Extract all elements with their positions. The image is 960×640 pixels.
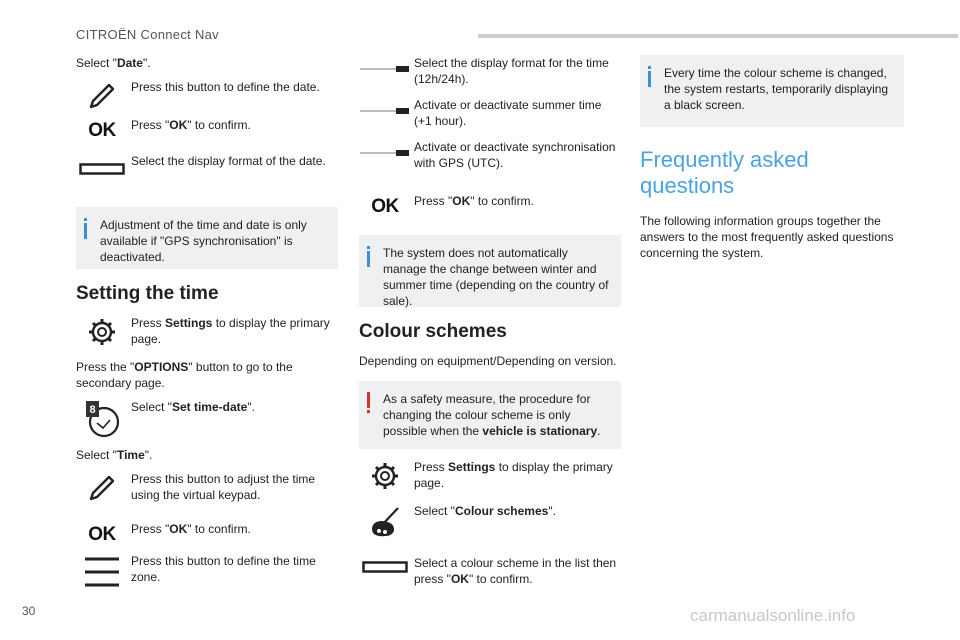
faq-intro: The following information groups together the answers to the most frequently asked questions concerning the system. xyxy=(640,214,894,260)
setting-time-heading: Setting the time xyxy=(76,283,219,304)
colour-schemes-heading: Colour schemes xyxy=(359,321,507,342)
slider-icon xyxy=(359,147,411,159)
time-format-text: Select the display format for the time (12h/24h). xyxy=(414,56,609,86)
column-1 xyxy=(76,55,338,593)
pencil-icon xyxy=(76,473,128,503)
column-3 xyxy=(640,55,904,261)
set-time-date-text: Select "Set time-date". xyxy=(131,400,255,414)
pencil-icon xyxy=(76,81,128,111)
warning-icon xyxy=(367,392,370,408)
faq-heading: Frequently asked questions xyxy=(640,147,809,198)
ok-confirm-text-3: Press "OK" to confirm. xyxy=(414,194,534,208)
time-format-row xyxy=(359,55,621,97)
colour-schemes-row xyxy=(359,503,621,555)
ok-row-1 xyxy=(76,117,338,153)
ok-row-2 xyxy=(76,521,338,553)
settings-row-2 xyxy=(359,459,621,503)
adjust-time-text: Press this button to adjust the time using the virtual keypad. xyxy=(131,472,316,502)
options-text: Press the "OPTIONS" button to go to the secondary page. xyxy=(76,360,293,390)
winter-summer-note: The system does not automatically manage the change between winter and summer time (depending on the country of sale). xyxy=(359,235,621,307)
safety-warning: As a safety measure, the procedure for changing the colour scheme is only possible when the vehicle is stationary. xyxy=(359,381,621,449)
adjust-time-row xyxy=(76,471,338,521)
time-zone-row xyxy=(76,553,338,593)
settings-row xyxy=(76,315,338,359)
colour-schemes-text: Select "Colour schemes". xyxy=(414,504,556,518)
gear-icon xyxy=(76,317,128,347)
palette-icon xyxy=(359,505,411,539)
format-date-text: Select the display format of the date. xyxy=(131,154,326,168)
settings-text-2: Press Settings to display the primary page. xyxy=(414,460,613,490)
rectangle-icon xyxy=(76,163,128,175)
ok-icon: OK xyxy=(371,196,399,217)
column-2 xyxy=(359,55,621,595)
gps-sync-text: Activate or deactivate synchronisation with GPS (UTC). xyxy=(414,140,616,170)
rectangle-icon xyxy=(359,561,411,573)
summer-time-text: Activate or deactivate summer time (+1 hour). xyxy=(414,98,602,128)
restart-note: Every time the colour scheme is changed, the system restarts, temporarily displaying a black screen. xyxy=(640,55,904,127)
page-number: 30 xyxy=(22,604,36,618)
badge-number: 8 xyxy=(89,404,96,416)
select-scheme-text: Select a colour scheme in the list then press "OK" to confirm. xyxy=(414,556,617,586)
slider-icon xyxy=(359,63,411,75)
gear-icon xyxy=(359,461,411,491)
define-date-text: Press this button to define the date. xyxy=(131,80,320,94)
time-zone-text: Press this button to define the time zone. xyxy=(131,554,316,584)
info-icon xyxy=(648,66,651,69)
clock-icon xyxy=(76,399,128,439)
ok-row-3 xyxy=(359,193,621,233)
gps-sync-row xyxy=(359,139,621,193)
format-date-row xyxy=(76,153,338,193)
ok-confirm-text-1: Press "OK" to confirm. xyxy=(131,118,251,132)
select-time-text: Select "Time". xyxy=(76,448,153,462)
ok-confirm-text-2: Press "OK" to confirm. xyxy=(131,522,251,536)
settings-text: Press Settings to display the primary page. xyxy=(131,316,330,346)
ok-icon: OK xyxy=(88,524,116,545)
ok-icon: OK xyxy=(88,120,116,141)
depending-text: Depending on equipment/Depending on version. xyxy=(359,354,617,368)
slider-icon xyxy=(359,105,411,117)
watermark: carmanualsonline.info xyxy=(690,606,856,625)
header-rule xyxy=(478,34,958,38)
set-time-date-row xyxy=(76,399,338,447)
info-icon xyxy=(367,246,370,249)
list-icon xyxy=(76,555,128,589)
info-icon xyxy=(84,218,87,221)
gps-note: Adjustment of the time and date is only available if "GPS synchronisation" is deactivated. xyxy=(76,207,338,269)
select-date-text: Select "Date". xyxy=(76,56,151,70)
define-date-row xyxy=(76,79,338,117)
summer-time-row xyxy=(359,97,621,139)
header-title: CITROËN Connect Nav xyxy=(76,27,219,42)
select-scheme-row xyxy=(359,555,621,595)
